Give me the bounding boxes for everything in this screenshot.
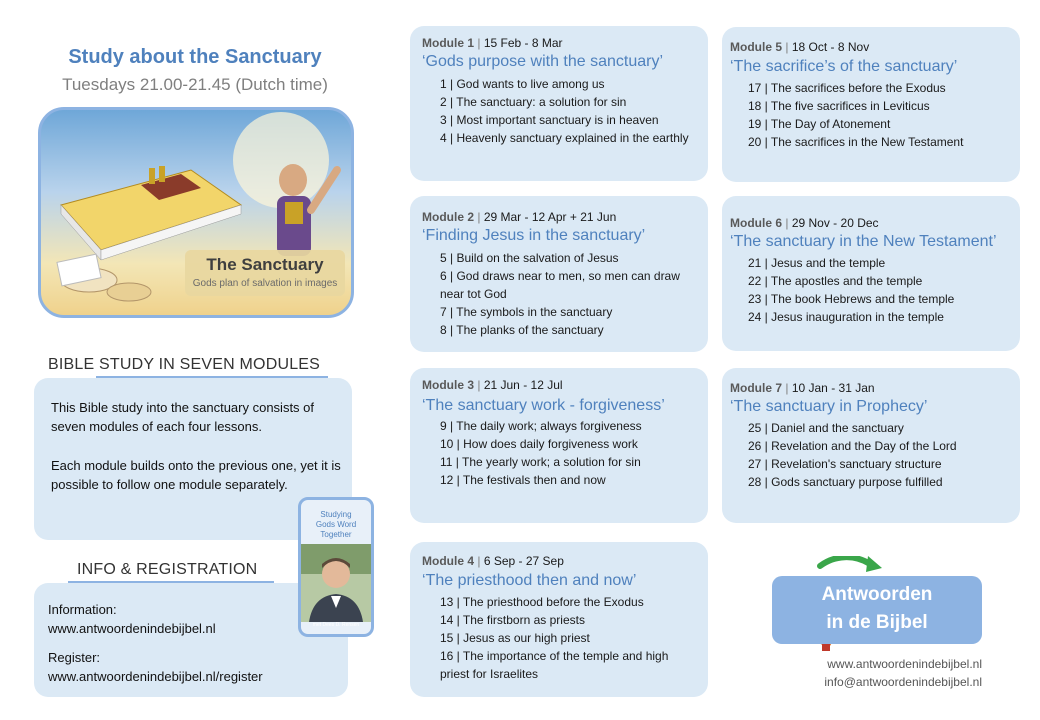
hero-subtitle: Gods plan of salvation in images — [192, 278, 338, 289]
lesson-item: 24 | Jesus inauguration in the temple — [748, 310, 944, 324]
logo-line-2: in de Bijbel — [826, 612, 928, 633]
lesson-item: 22 | The apostles and the temple — [748, 274, 923, 288]
lesson-item: 3 | Most important sanctuary is in heaven — [440, 113, 659, 127]
lesson-item: 18 | The five sacrifices in Leviticus — [748, 99, 930, 113]
lesson-item: 9 | The daily work; always forgiveness — [440, 419, 642, 433]
module-3-title: ‘The sanctuary work - forgiveness’ — [422, 397, 665, 414]
module-5-title: ‘The sacrifice’s of the sanctuary’ — [730, 58, 958, 75]
lesson-item: 23 | The book Hebrews and the temple — [748, 292, 955, 306]
module-7-label: Module 7 — [730, 381, 783, 395]
card-caption-3: Together — [320, 530, 352, 539]
module-3-lessons — [422, 417, 700, 489]
module-6-dates: 29 Nov - 20 Dec — [791, 216, 879, 230]
intro-heading: BIBLE STUDY IN SEVEN MODULES — [48, 356, 321, 373]
module-4-title: ‘The priesthood then and now’ — [422, 572, 637, 589]
module-5-label: Module 5 — [730, 40, 783, 54]
module-7-title: ‘The sanctuary in Prophecy’ — [730, 398, 928, 415]
lesson-item: 14 | The firstborn as priests — [440, 613, 585, 627]
presenter-photo — [301, 544, 371, 622]
presenter-card — [298, 497, 374, 637]
lesson-item: 19 | The Day of Atonement — [748, 117, 891, 131]
intro-paragraph-2: Each module builds onto the previous one, yet it is possible to follow one module separately. — [51, 458, 341, 492]
module-3-label: Module 3 — [422, 378, 475, 392]
module-6-title: ‘The sanctuary in the New Testament’ — [730, 233, 997, 250]
module-6-header: Module 6 | 29 Nov - 20 Dec — [730, 216, 879, 230]
lesson-item: 28 | Gods sanctuary purpose fulfilled — [748, 475, 943, 489]
lesson-item: 8 | The planks of the sanctuary — [440, 323, 604, 337]
info-heading: INFO & REGISTRATION — [77, 561, 258, 578]
module-2-header: Module 2 | 29 Mar - 12 Apr + 21 Jun — [422, 210, 617, 224]
website-link[interactable]: www.antwoordenindebijbel.nl — [827, 657, 982, 671]
lesson-item: 7 | The symbols in the sanctuary — [440, 305, 613, 319]
lesson-item: 2 | The sanctuary: a solution for sin — [440, 95, 627, 109]
module-4-header: Module 4 | 6 Sep - 27 Sep — [422, 554, 564, 568]
module-3-dates: 21 Jun - 12 Jul — [483, 378, 563, 392]
module-5-card — [722, 27, 1020, 182]
email-link[interactable]: info@antwoordenindebijbel.nl — [824, 675, 982, 689]
module-7-lessons — [730, 419, 1012, 491]
logo-line-1: Antwoorden — [821, 584, 933, 605]
lesson-item: 10 | How does daily forgiveness work — [440, 437, 638, 451]
module-3-header: Module 3 | 21 Jun - 12 Jul — [422, 378, 563, 392]
module-2-title: ‘Finding Jesus in the sanctuary’ — [422, 227, 646, 244]
register-label: Register: — [48, 650, 101, 665]
module-4-dates: 6 Sep - 27 Sep — [483, 554, 564, 568]
card-footer: met Dees D. Rensen — [312, 622, 360, 628]
module-6-label: Module 6 — [730, 216, 783, 230]
module-4-label: Module 4 — [422, 554, 475, 568]
lesson-item: 21 | Jesus and the temple — [748, 256, 886, 270]
logo-text — [772, 581, 982, 637]
register-url-link[interactable]: www.antwoordenindebijbel.nl/register — [48, 669, 263, 684]
info-url-link[interactable]: www.antwoordenindebijbel.nl — [48, 621, 216, 636]
lesson-item: 1 | God wants to live among us — [440, 77, 605, 91]
lesson-item: 25 | Daniel and the sanctuary — [748, 421, 904, 435]
card-caption-1: Studying — [320, 510, 352, 519]
module-4-card — [410, 542, 708, 697]
module-2-lessons — [422, 249, 700, 339]
module-7-dates: 10 Jan - 31 Jan — [791, 381, 875, 395]
module-1-lessons — [422, 75, 700, 147]
lesson-item: 15 | Jesus as our high priest — [440, 631, 590, 645]
module-5-dates: 18 Oct - 8 Nov — [791, 40, 870, 54]
module-1-label: Module 1 — [422, 36, 475, 50]
module-5-header: Module 5 | 18 Oct - 8 Nov — [730, 40, 870, 54]
lesson-item: 20 | The sacrifices in the New Testament — [748, 135, 964, 149]
module-6-lessons — [730, 254, 1012, 326]
page-title: Study about the Sanctuary — [68, 46, 322, 68]
lesson-item: 11 | The yearly work; a solution for sin — [440, 455, 641, 469]
lesson-item: 26 | Revelation and the Day of the Lord — [748, 439, 957, 453]
lesson-item: 4 | Heavenly sanctuary explained in the earthly — [440, 131, 689, 145]
lesson-item: 17 | The sacrifices before the Exodus — [748, 81, 946, 95]
module-1-header: Module 1 | 15 Feb - 8 Mar — [422, 36, 563, 50]
module-3-card — [410, 368, 708, 523]
module-2-dates: 29 Mar - 12 Apr + 21 Jun — [483, 210, 617, 224]
lesson-item: 5 | Build on the salvation of Jesus — [440, 251, 619, 265]
lesson-item: 16 | The importance of the temple and high priest for Israelites — [440, 649, 669, 681]
module-7-card — [722, 368, 1020, 523]
module-5-lessons — [730, 79, 1012, 151]
module-1-card — [410, 26, 708, 181]
lesson-item: 13 | The priesthood before the Exodus — [440, 595, 644, 609]
lesson-item: 6 | God draws near to men, so men can draw near tot God — [440, 269, 680, 301]
card-caption-2: Gods Word — [315, 520, 357, 529]
hero-image — [38, 107, 354, 318]
module-7-header: Module 7 | 10 Jan - 31 Jan — [730, 381, 875, 395]
module-2-card — [410, 196, 708, 352]
contact-block — [760, 655, 982, 691]
lesson-item: 27 | Revelation's sanctuary structure — [748, 457, 942, 471]
hero-title: The Sanctuary — [206, 255, 324, 274]
module-2-label: Module 2 — [422, 210, 475, 224]
module-6-card — [722, 196, 1020, 351]
module-1-title: ‘Gods purpose with the sanctuary’ — [422, 53, 664, 70]
lesson-item: 12 | The festivals then and now — [440, 473, 606, 487]
module-4-lessons — [422, 593, 700, 683]
intro-paragraph-1: This Bible study into the sanctuary consists of seven modules of each four lessons. — [51, 400, 315, 434]
module-1-dates: 15 Feb - 8 Mar — [483, 36, 563, 50]
info-label: Information: — [48, 602, 117, 617]
page-subtitle: Tuesdays 21.00-21.45 (Dutch time) — [62, 75, 328, 94]
